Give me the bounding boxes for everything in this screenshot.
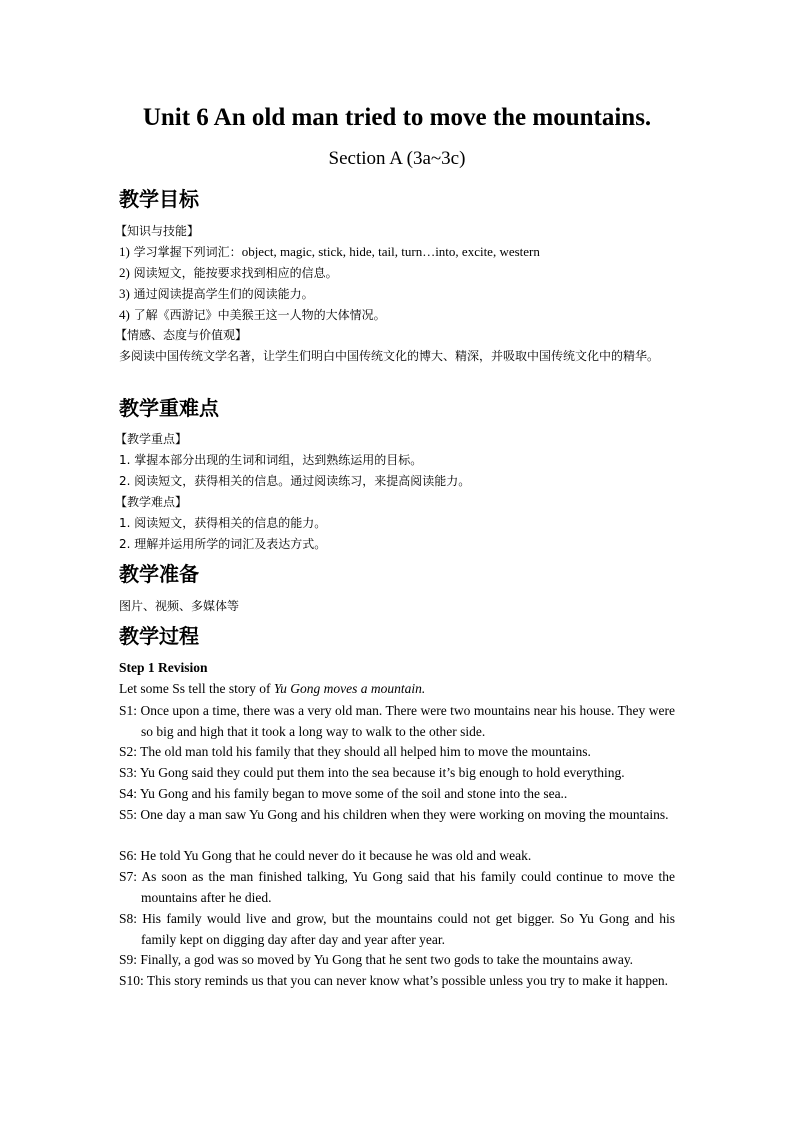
preparation-heading: 教学准备 xyxy=(119,562,199,586)
section-subtitle: Section A (3a~3c) xyxy=(328,148,466,169)
story-sentence-6: S6: He told Yu Gong that he could never do it because he was old and weak. xyxy=(119,848,532,863)
objective-item-3: 3) 通过阅读提高学生们的阅读能力。 xyxy=(119,286,314,301)
knowledge-skills-heading: 【知识与技能】 xyxy=(115,224,200,238)
process-heading: 教学过程 xyxy=(119,624,199,648)
story-sentence-7: S7: As soon as the man finished talking, Yu Gong said that his family could continue to move the mountains after he died. xyxy=(119,869,675,905)
step1-intro: Let some Ss tell the story of Yu Gong moves a mountain. xyxy=(119,681,426,696)
keypoints-heading: 教学重难点 xyxy=(119,396,219,420)
story-sentence-9: S9: Finally, a god was so moved by Yu Gong that he sent two gods to take the mountains away. xyxy=(119,952,634,967)
focus-item-1: 1. 掌握本部分出现的生词和词组，达到熟练运用的目标。 xyxy=(119,453,423,467)
difficulty-item-1: 1. 阅读短文，获得相关的信息的能力。 xyxy=(119,516,327,530)
objective-item-2: 2) 阅读短文，能按要求找到相应的信息。 xyxy=(119,265,338,280)
objective-item-1: 1) 学习掌握下列词汇：object, magic, stick, hide, tail, turn…into, excite, western xyxy=(119,244,540,259)
unit-title: Unit 6 An old man tried to move the mountains. xyxy=(142,104,652,131)
step1-title: Step 1 Revision xyxy=(119,660,208,675)
story-sentence-1: S1: Once upon a time, there was a very old man. There were two mountains near his house. They were so big and high that it took a long way to walk to the other side. xyxy=(119,703,675,739)
story-sentence-4: S4: Yu Gong and his family began to move some of the soil and stone into the sea.. xyxy=(119,786,568,801)
objective-item-4: 4) 了解《西游记》中美猴王这一人物的大体情况。 xyxy=(119,307,386,322)
story-sentence-10: S10: This story reminds us that you can never know what’s possible unless you try to make it happen. xyxy=(119,973,669,988)
story-sentence-3: S3: Yu Gong said they could put them into the sea because it’s big enough to hold everything. xyxy=(119,765,625,780)
preparation-text: 图片、视频、多媒体等 xyxy=(119,599,240,613)
story-sentence-5: S5: One day a man saw Yu Gong and his children when they were working on moving the mountains. xyxy=(119,807,669,822)
objectives-heading: 教学目标 xyxy=(119,187,199,211)
difficulty-heading: 【教学难点】 xyxy=(115,495,188,509)
emotion-text: 多阅读中国传统文学名著，让学生们明白中国传统文化的博大、精深，并吸取中国传统文化中的精华。 xyxy=(119,349,660,363)
focus-item-2: 2. 阅读短文，获得相关的信息。通过阅读练习，来提高阅读能力。 xyxy=(119,474,471,488)
emotion-heading: 【情感、态度与价值观】 xyxy=(115,328,248,342)
story-sentence-2: S2: The old man told his family that they should all helped him to move the mountains. xyxy=(119,744,591,759)
difficulty-item-2: 2. 理解并运用所学的词汇及表达方式。 xyxy=(119,537,327,551)
story-sentence-8: S8: His family would live and grow, but the mountains could not get bigger. So Yu Gong and his family kept on digging day after day and year after year. xyxy=(119,911,675,947)
focus-heading: 【教学重点】 xyxy=(115,432,188,446)
